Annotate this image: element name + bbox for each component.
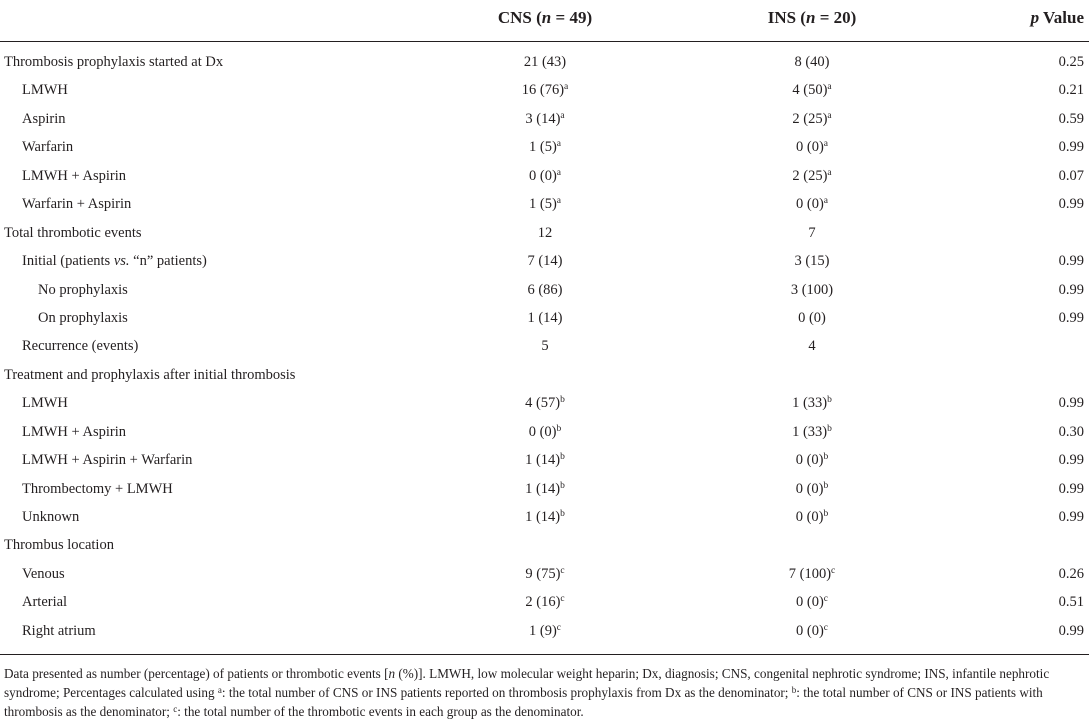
row-label: Thrombus location bbox=[4, 537, 114, 554]
table-row bbox=[0, 190, 1089, 218]
row-label: Unknown bbox=[22, 509, 80, 525]
table-row bbox=[0, 446, 1089, 474]
column-header-p-value: p Value bbox=[1030, 8, 1084, 27]
p-value: 0.25 bbox=[1058, 54, 1084, 70]
p-value: 0.99 bbox=[1058, 253, 1084, 270]
header-divider bbox=[0, 41, 1089, 42]
cns-value: 1 $(9)^c$ bbox=[528, 622, 561, 639]
p-value: 0.99 bbox=[1058, 622, 1084, 639]
row-label: Recurrence (events) bbox=[22, 338, 139, 355]
p-value: 0.99 bbox=[1058, 309, 1084, 326]
cns-value: 0 $(0)^b$ bbox=[528, 423, 562, 440]
row-label: On prophylaxis bbox=[38, 309, 128, 326]
row-label: Thrombectomy + LMWH bbox=[22, 480, 173, 497]
row-label: Initial (patients vs. “n” patients) bbox=[22, 253, 207, 270]
ins-value: 2 $(25)^a$ bbox=[792, 167, 832, 184]
ins-value: 0 $(0)^a$ bbox=[795, 139, 828, 156]
table-row bbox=[0, 531, 1089, 559]
cns-value: 1 (14) bbox=[527, 309, 563, 326]
cns-value: 3 $(14)^a$ bbox=[525, 110, 565, 127]
table-row bbox=[0, 560, 1089, 588]
table-footnote: Data presented as number (percentage) of patients or thrombotic events [n (%)]. LMWH, low molecular weight heparin; Dx, diagnosis; CNS, congenital nephrotic syndrome; INS, infantile nephrotic syndrome; Percentages calculated using $^a$: the total number of CNS or INS patients reported on thrombosis prophylaxis from Dx as the denominator; $^b$: the total number of CNS or INS patients with thrombosis as the denominator; $^c$: the total number of the thrombotic events in each group as the denominator. bbox=[4, 666, 1050, 719]
p-value: 0.99 bbox=[1058, 509, 1084, 525]
cns-value: 5 bbox=[541, 338, 549, 355]
row-label: Thrombosis prophylaxis started at Dx bbox=[4, 54, 224, 70]
table-row bbox=[0, 247, 1089, 275]
ins-value: 0 $(0)^b$ bbox=[795, 509, 829, 525]
table-row bbox=[0, 133, 1089, 161]
table-row bbox=[0, 503, 1089, 531]
table-row bbox=[0, 76, 1089, 104]
ins-value: 1 $(33)^b$ bbox=[792, 423, 832, 440]
cns-value: 1 $(14)^b$ bbox=[525, 480, 565, 497]
row-label: Right atrium bbox=[22, 622, 96, 639]
cns-value: 1 $(14)^b$ bbox=[525, 509, 565, 525]
column-header-cns: CNS (n = 49) bbox=[497, 8, 593, 27]
table-row bbox=[0, 105, 1089, 133]
table-row bbox=[0, 361, 1089, 389]
row-label: LMWH + Aspirin + Warfarin bbox=[22, 452, 193, 469]
ins-value: 0 $(0)^b$ bbox=[795, 480, 829, 497]
cns-value: 0 $(0)^a$ bbox=[528, 167, 561, 184]
table-row bbox=[0, 332, 1089, 360]
row-label: Warfarin + Aspirin bbox=[22, 196, 132, 213]
table-row bbox=[0, 418, 1089, 446]
cns-value: 2 $(16)^c$ bbox=[525, 594, 565, 611]
table-row bbox=[0, 475, 1089, 503]
p-value: 0.26 bbox=[1058, 565, 1084, 582]
table-row bbox=[0, 588, 1089, 616]
ins-value: 3 (15) bbox=[794, 253, 830, 270]
p-value: 0.99 bbox=[1058, 452, 1084, 469]
ins-value: 0 $(0)^c$ bbox=[795, 594, 828, 611]
row-label: Warfarin bbox=[22, 139, 74, 156]
row-label: LMWH + Aspirin bbox=[22, 167, 127, 184]
table-bottom-divider bbox=[0, 654, 1089, 655]
row-label: Treatment and prophylaxis after initial thrombosis bbox=[4, 366, 296, 383]
table-body bbox=[0, 48, 1089, 645]
p-value: 0.07 bbox=[1058, 167, 1084, 184]
ins-value: 7 $(100)^c$ bbox=[788, 565, 836, 582]
row-label: Total thrombotic events bbox=[4, 224, 142, 241]
ins-value: 0 $(0)^a$ bbox=[795, 196, 828, 213]
cns-value: 6 (86) bbox=[527, 281, 563, 298]
cns-value: 7 (14) bbox=[527, 253, 563, 270]
p-value: 0.21 bbox=[1058, 82, 1084, 99]
ins-value: 4 bbox=[808, 338, 816, 355]
cns-value: 1 $(5)^a$ bbox=[528, 196, 561, 213]
table-row bbox=[0, 276, 1089, 304]
p-value: 0.99 bbox=[1058, 395, 1084, 412]
p-value: 0.99 bbox=[1058, 139, 1084, 156]
column-header-ins: INS (n = 20) bbox=[767, 8, 857, 27]
table-row bbox=[0, 304, 1089, 332]
cns-value: 16 $(76)^a$ bbox=[521, 82, 569, 99]
cns-value: 9 $(75)^c$ bbox=[525, 565, 565, 582]
ins-value: 0 (0) bbox=[798, 309, 826, 326]
row-label: No prophylaxis bbox=[38, 281, 128, 298]
cns-value: 4 $(57)^b$ bbox=[525, 395, 565, 412]
row-label: LMWH bbox=[22, 82, 68, 99]
ins-value: 3 (100) bbox=[790, 281, 834, 298]
table-row bbox=[0, 617, 1089, 645]
row-label: LMWH bbox=[22, 395, 68, 412]
cns-value: 12 bbox=[537, 224, 553, 241]
cns-value: 1 $(5)^a$ bbox=[528, 139, 561, 156]
cns-value: 1 $(14)^b$ bbox=[525, 452, 565, 469]
p-value: 0.30 bbox=[1058, 423, 1084, 440]
row-label: Aspirin bbox=[22, 110, 66, 127]
ins-value: 0 $(0)^c$ bbox=[795, 622, 828, 639]
ins-value: 7 bbox=[808, 224, 816, 241]
row-label: Arterial bbox=[22, 594, 68, 611]
p-value: 0.99 bbox=[1058, 480, 1084, 497]
p-value: 0.99 bbox=[1058, 281, 1084, 298]
ins-value: 1 $(33)^b$ bbox=[792, 395, 832, 412]
table-row bbox=[0, 162, 1089, 190]
table-row bbox=[0, 48, 1089, 76]
table-row bbox=[0, 389, 1089, 417]
p-value: 0.51 bbox=[1058, 594, 1084, 611]
table-header bbox=[0, 0, 1089, 42]
ins-value: 2 $(25)^a$ bbox=[792, 110, 832, 127]
ins-value: 4 $(50)^a$ bbox=[792, 82, 832, 99]
row-label: LMWH + Aspirin bbox=[22, 423, 127, 440]
p-value: 0.99 bbox=[1058, 196, 1084, 213]
ins-value: 8 (40) bbox=[794, 54, 830, 70]
ins-value: 0 $(0)^b$ bbox=[795, 452, 829, 469]
cns-value: 21 (43) bbox=[523, 54, 567, 70]
row-label: Venous bbox=[22, 565, 65, 582]
p-value: 0.59 bbox=[1058, 110, 1084, 127]
table-row bbox=[0, 219, 1089, 247]
